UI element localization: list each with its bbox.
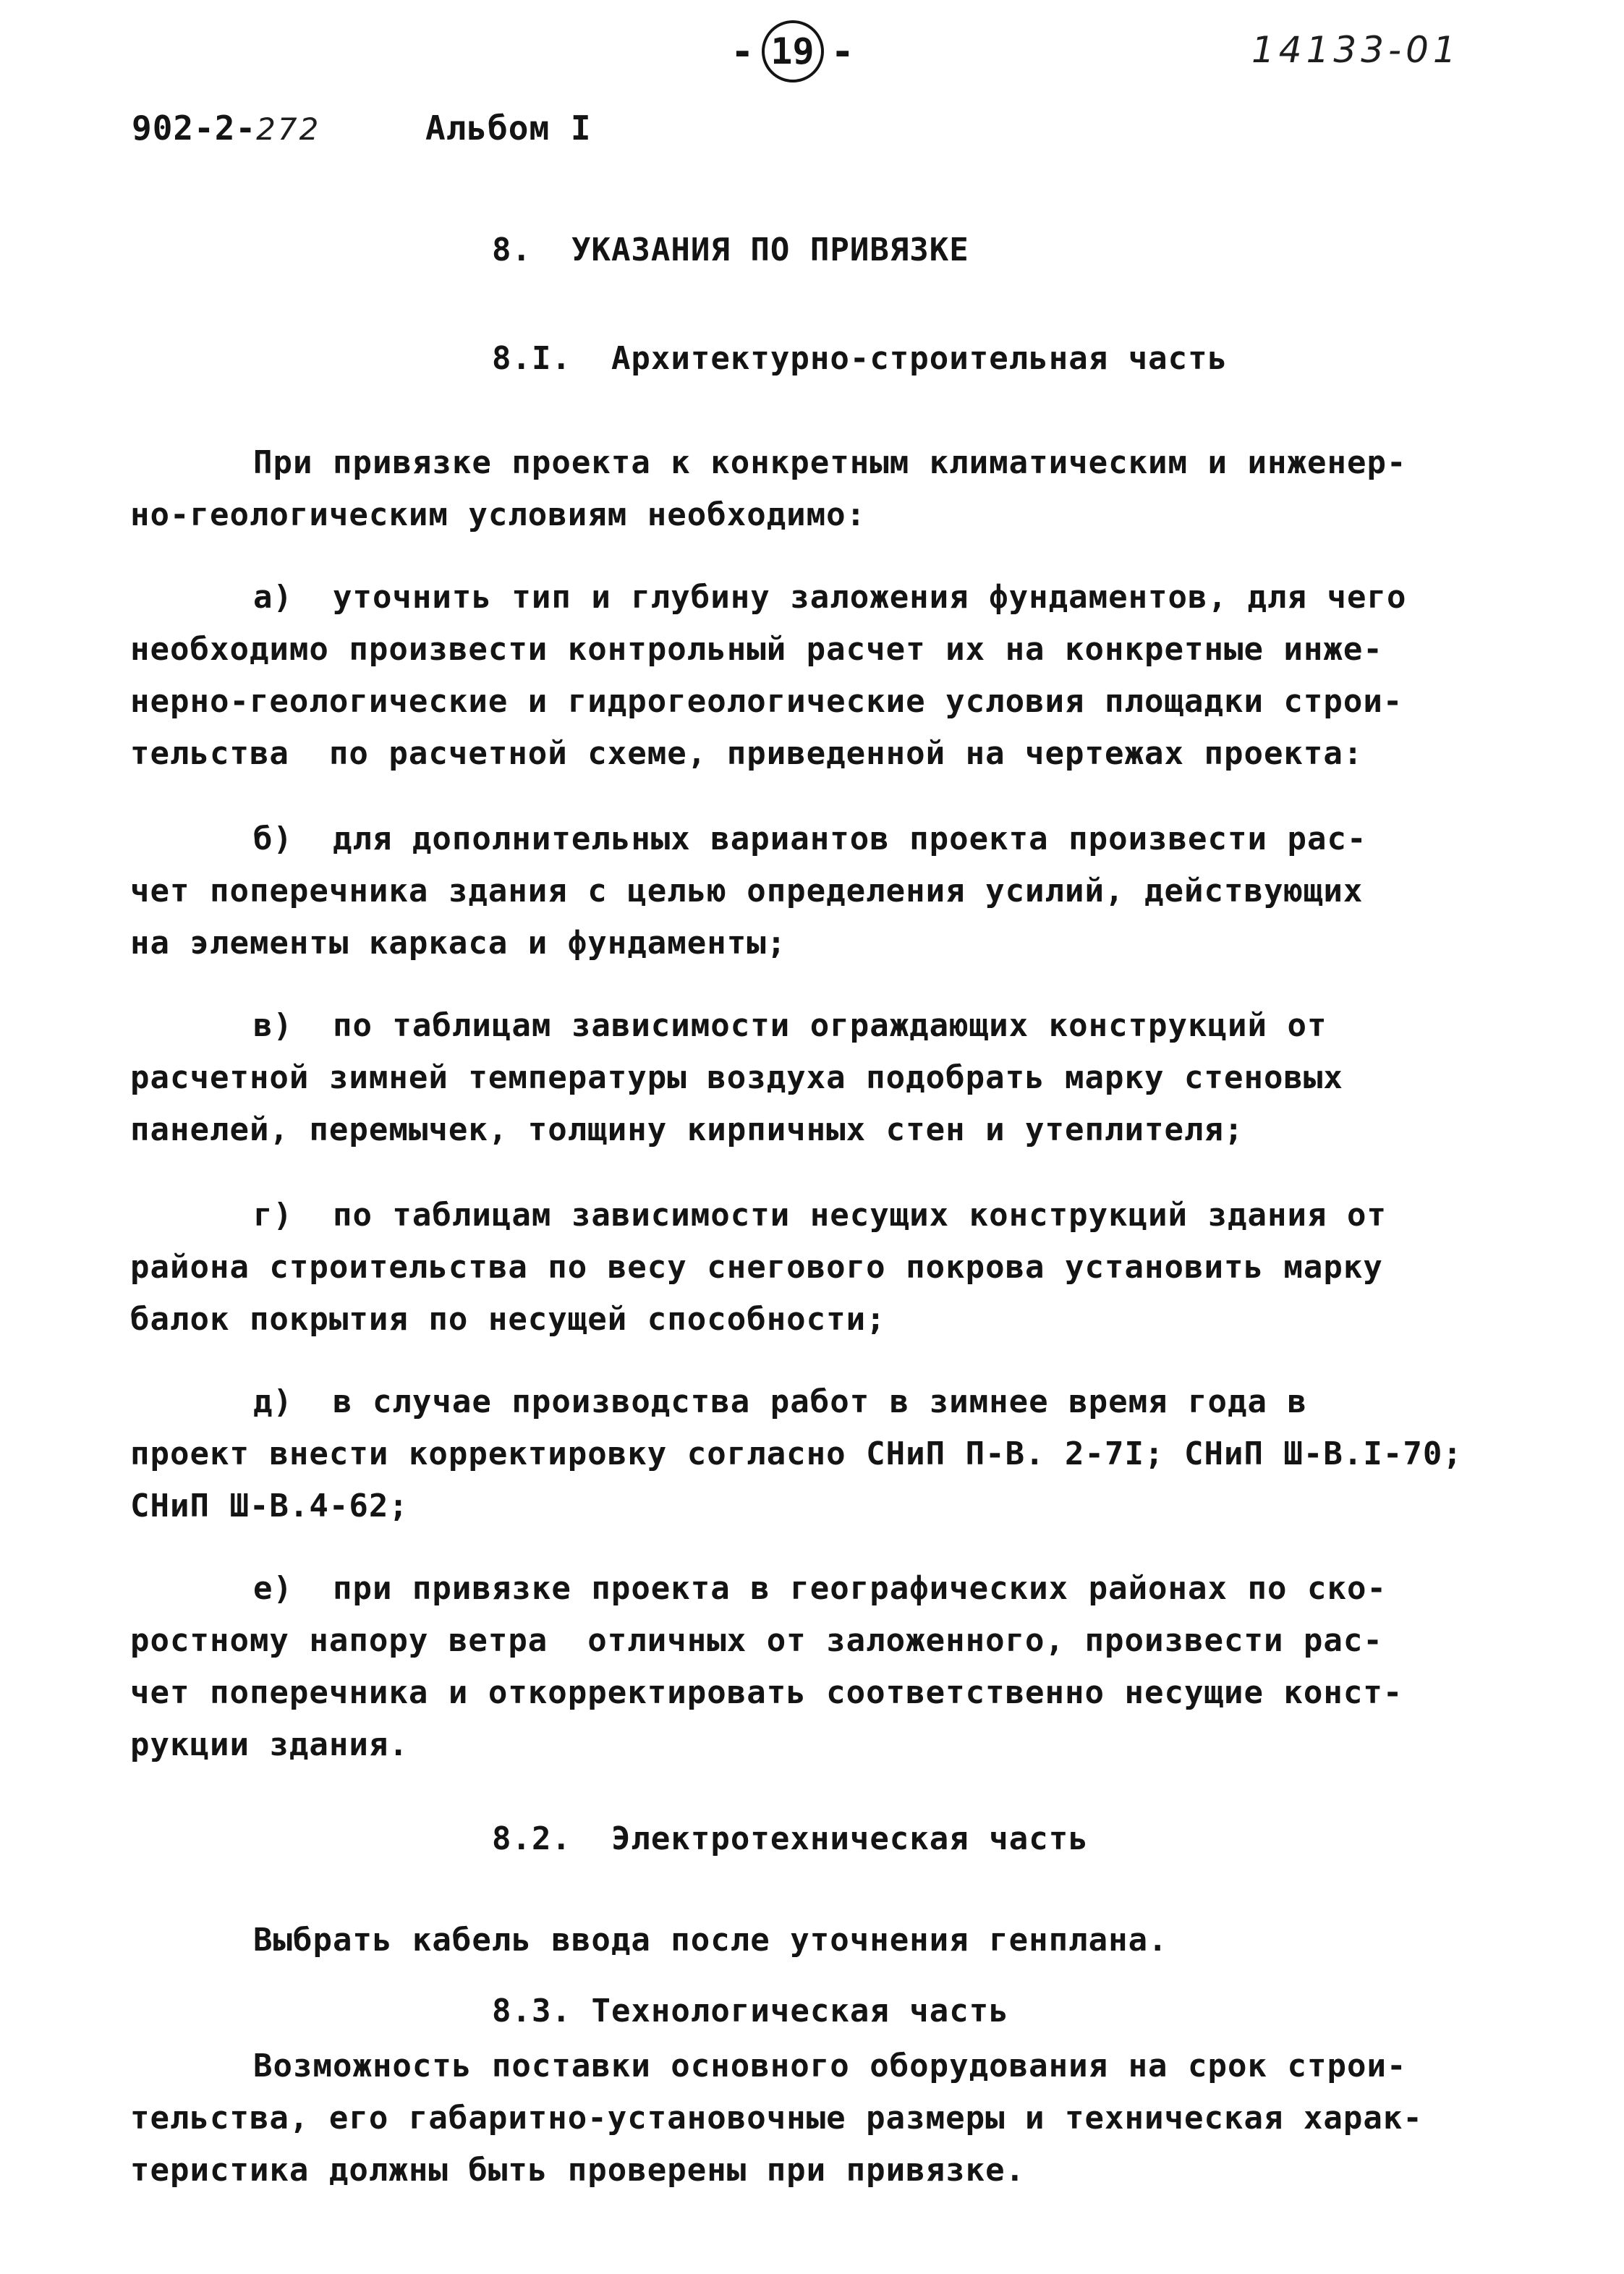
item-a-line-1: а) уточнить тип и глубину заложения фундаментов, для чего bbox=[253, 579, 1407, 616]
item-a-line-4: тельства по расчетной схеме, приведенной на чертежах проекта: bbox=[130, 735, 1364, 772]
electrical-text: Выбрать кабель ввода после уточнения генплана. bbox=[253, 1922, 1168, 1959]
item-f-line-1: е) при привязке проекта в географических районах по ско- bbox=[253, 1570, 1387, 1607]
series-code: 902-2- bbox=[132, 109, 257, 148]
item-b-line-3: на элементы каркаса и фундаменты; bbox=[130, 925, 787, 962]
item-c-line-1: в) по таблицам зависимости ограждающих конструкций от bbox=[253, 1007, 1327, 1044]
page-dash-right: - bbox=[830, 28, 855, 75]
item-b-line-1: б) для дополнительных вариантов проекта произвести рас- bbox=[253, 820, 1367, 857]
subsection-title-electrical: 8.2. Электротехническая часть bbox=[492, 1820, 1089, 1857]
page-number-circle: 19 bbox=[762, 20, 824, 82]
document-code: 14133-01 bbox=[1251, 29, 1461, 71]
item-f-line-3: чет поперечника и откорректировать соответственно несущие конст- bbox=[130, 1674, 1403, 1711]
intro-line-1: При привязке проекта к конкретным климатическим и инженер- bbox=[253, 444, 1407, 481]
series-designation bbox=[132, 109, 320, 148]
technological-line-1: Возможность поставки основного оборудования на срок строи- bbox=[253, 2048, 1407, 2084]
item-d-line-1: г) по таблицам зависимости несущих конструкций здания от bbox=[253, 1197, 1387, 1234]
item-f-line-4: рукции здания. bbox=[130, 1726, 409, 1763]
item-f-line-2: ростному напору ветра отличных от заложенного, произвести рас- bbox=[130, 1622, 1383, 1659]
item-e-line-1: д) в случае производства работ в зимнее время года в bbox=[253, 1383, 1307, 1420]
technological-line-3: теристика должны быть проверены при привязке. bbox=[130, 2152, 1026, 2189]
item-c-line-3: панелей, перемычек, толщину кирпичных стен и утеплителя; bbox=[130, 1111, 1244, 1148]
item-e-line-2: проект внести корректировку согласно СНиП П-В. 2-7I; СНиП Ш-В.I-70; bbox=[130, 1435, 1463, 1472]
item-b-line-2: чет поперечника здания с целью определения усилий, действующих bbox=[130, 873, 1364, 909]
item-c-line-2: расчетной зимней температуры воздуха подобрать марку стеновых bbox=[130, 1059, 1343, 1096]
intro-line-2: но-геологическим условиям необходимо: bbox=[130, 496, 867, 533]
subsection-title-architecture: 8.I. Архитектурно-строительная часть bbox=[492, 340, 1228, 377]
subsection-title-technological: 8.3. Технологическая часть bbox=[492, 1993, 1009, 2029]
item-d-line-3: балок покрытия по несущей способности; bbox=[130, 1301, 886, 1338]
series-handwritten-number: 272 bbox=[256, 111, 321, 147]
item-a-line-3: нерно-геологические и гидрогеологические условия площадки строи- bbox=[130, 683, 1403, 720]
page-number bbox=[731, 20, 854, 82]
section-title: 8. УКАЗАНИЯ ПО ПРИВЯЗКЕ bbox=[492, 232, 969, 268]
item-e-line-3: СНиП Ш-В.4-62; bbox=[130, 1488, 409, 1524]
album-label: Альбом I bbox=[425, 109, 592, 148]
item-d-line-2: района строительства по весу снегового покрова установить марку bbox=[130, 1249, 1383, 1286]
item-a-line-2: необходимо произвести контрольный расчет их на конкретные инже- bbox=[130, 631, 1383, 668]
page-dash-left: - bbox=[731, 28, 754, 75]
technological-line-2: тельства, его габаритно-установочные размеры и техническая харак- bbox=[130, 2100, 1423, 2137]
